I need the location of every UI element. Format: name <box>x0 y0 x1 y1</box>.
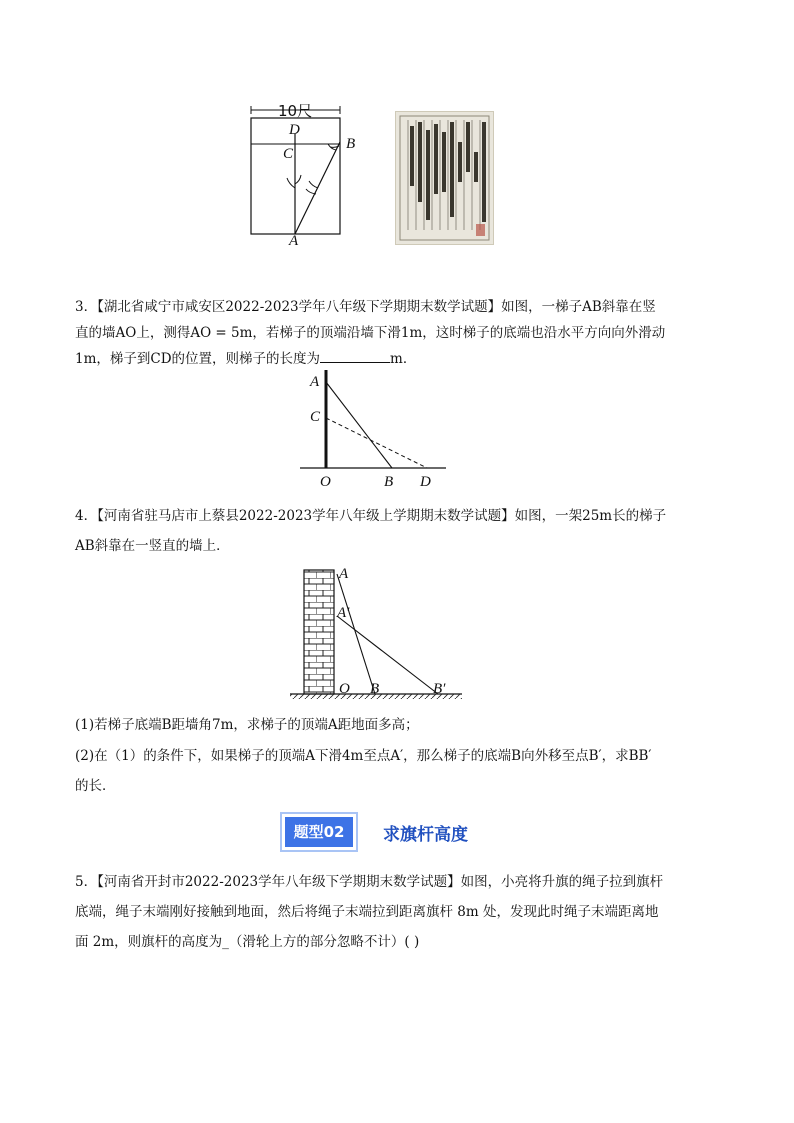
q4-sub2-line1: (2)在（1）的条件下，如果梯子的顶端A下滑4m至点A′，那么梯子的底端B向外移至点B′，求BB′ <box>75 748 652 764</box>
q3-point-c: C <box>310 409 321 425</box>
q5-line2: 底端，绳子末端刚好接触到地面，然后将绳子末端拉到距离旗杆 8m 处，发现此时绳子末端距离地 <box>75 904 659 920</box>
figure1-width-label: 10尺 <box>278 102 313 120</box>
q3-line2: 直的墙AO上，测得AO = 5m，若梯子的顶端沿墙下滑1m，这时梯子的底端也沿水平方向向外滑动 <box>75 325 666 341</box>
q3-point-o: O <box>320 474 331 490</box>
q5-line1 <box>75 872 663 892</box>
ancient-book-image <box>395 111 494 245</box>
q3-answer-blank[interactable] <box>320 348 390 363</box>
q3-number: 3． <box>75 299 98 315</box>
q5-source: 【河南省开封市2022-2023学年八年级下学期期末数学试题】 <box>97 874 461 890</box>
q3-text-line3b: m． <box>390 351 417 367</box>
topic-badge: 题型02 <box>285 817 353 847</box>
figure1-point-c: C <box>283 146 294 162</box>
q3-source: 【湖北省咸宁市咸安区2022-2023学年八年级下学期期末数学试题】 <box>97 299 502 315</box>
q5-number: 5． <box>75 874 98 890</box>
figure1-point-d: D <box>289 122 300 138</box>
q3-text-line1: 如图，一梯子AB斜靠在竖 <box>501 299 656 315</box>
q5-line3: 面 2m，则旗杆的高度为_（滑轮上方的部分忽略不计）( ) <box>75 934 420 950</box>
q4-point-a: A <box>339 566 349 582</box>
q4-source: 【河南省驻马店市上蔡县2022-2023学年八年级上学期期末数学试题】 <box>97 508 515 524</box>
q4-sub2-line2: 的长． <box>75 778 116 794</box>
q3-point-b: B <box>384 474 394 490</box>
q4-line1 <box>75 506 666 526</box>
ancient-book-text-columns <box>396 112 493 244</box>
q3-line1 <box>75 297 656 317</box>
figure1-point-b: B <box>346 136 356 152</box>
q4-point-b: B <box>370 681 380 697</box>
q3-point-d: D <box>420 474 431 490</box>
q4-point-a-prime: A′ <box>337 605 350 621</box>
q4-text-line1: 如图，一架25m长的梯子 <box>514 508 667 524</box>
q4-number: 4． <box>75 508 98 524</box>
q4-line2: AB斜靠在一竖直的墙上． <box>75 538 230 554</box>
q3-text-line3a: 1m，梯子到CD的位置，则梯子的长度为 <box>75 351 321 367</box>
q4-point-b-prime: B′ <box>433 681 446 697</box>
q4-point-o: O <box>339 681 350 697</box>
figure1-point-a: A <box>289 233 299 249</box>
q5-text-line1: 如图，小亮将升旗的绳子拉到旗杆 <box>460 874 664 890</box>
topic-title: 求旗杆高度 <box>383 825 468 845</box>
q3-point-a: A <box>310 374 320 390</box>
q4-sub1: (1)若梯子底端B距墙角7m，求梯子的顶端A距地面多高； <box>75 717 419 733</box>
